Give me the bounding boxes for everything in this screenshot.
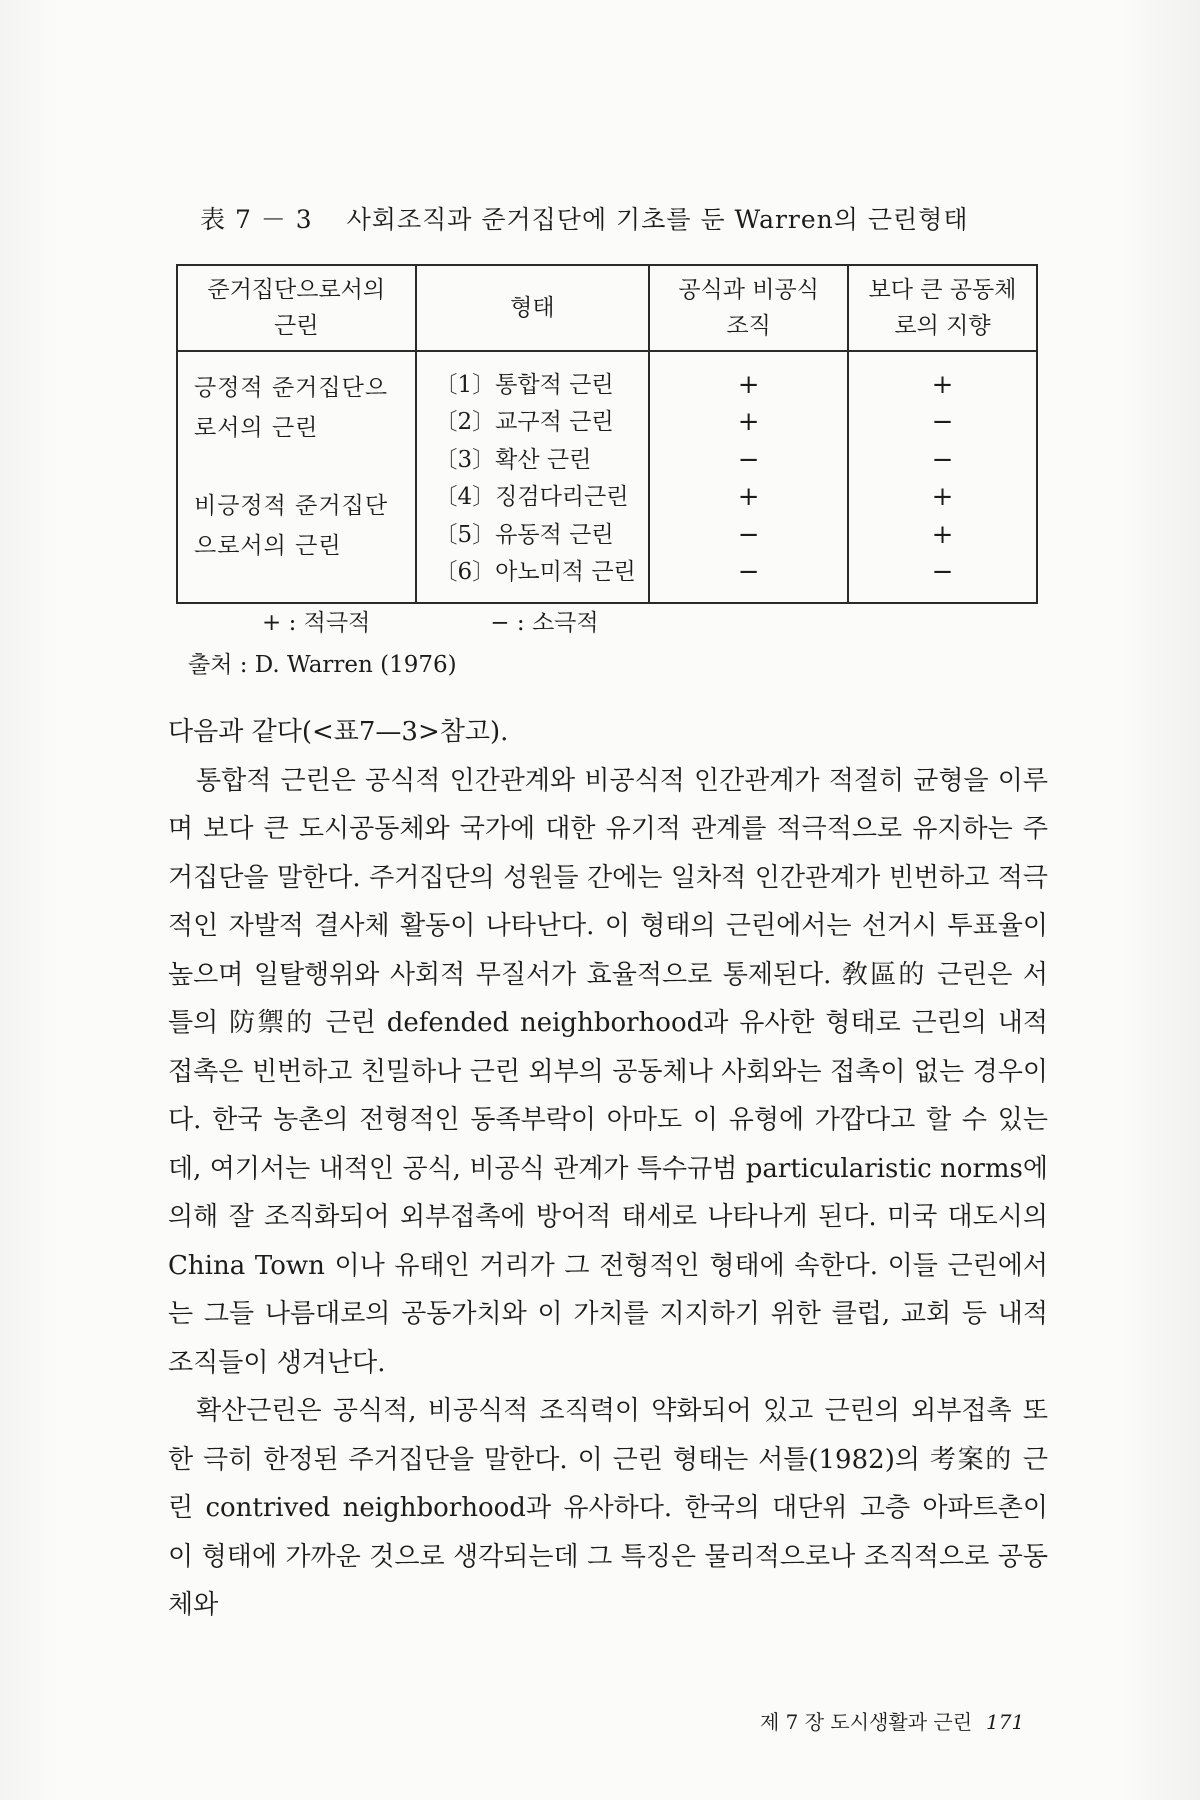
community-sign: −: [931, 557, 954, 587]
org-sign: −: [737, 519, 760, 550]
paragraph-intro: 다음과 같다(<표7—3>참고).: [168, 717, 509, 747]
org-sign: +: [737, 482, 760, 512]
form-item: 〔5〕유동적 근린: [434, 521, 614, 548]
neighborhood-types-table: [176, 264, 1038, 604]
org-column: [649, 351, 848, 603]
header-reference-group: 준거집단으로서의 근린: [177, 265, 416, 351]
table-source: 출처 : D. Warren (1976): [188, 652, 457, 678]
legend-minus: − : 소극적: [490, 610, 599, 636]
form-item: 〔6〕아노미적 근린: [434, 559, 636, 585]
org-sign: +: [737, 407, 760, 437]
group-column: [177, 351, 416, 603]
table-legend: [262, 604, 599, 637]
community-column: [848, 351, 1037, 603]
form-column: [416, 351, 650, 603]
body-text: [168, 708, 1048, 1630]
paragraph-integrated: 통합적 근린은 공식적 인간관계와 비공식적 인간관계가 적절히 균형을 이루며 보다 큰 도시공동체와 국가에 대한 유기적 관계를 적극적으로 유지하는 주거집단을 말한다. 주거집단의 성원들 간에는 일차적 인간관계가 빈번하고 적극적인 자발적 결사체 활동이 나타난다. 이 형태의 근린에서는 선거시 투표율이 높으며 일탈행위와 사회적 무질서가 효율적으로 통제된다. 敎區的 근린은 서틀의 防禦的 근린 defended neighborhood과 유사한 형태로 근린의 내적 접촉은 빈번하고 친밀하나 근린 외부의 공동체나 사회와는 접촉이 없는 경우이다. 한국 농촌의 전형적인 동족부락이 아마도 이 유형에 가깝다고 할 수 있는데, 여기서는 내적인 공식, 비공식 관계가 특수규범 particularistic norms에 의해 잘 조직화되어 외부접촉에 방어적 태세로 나타나게 된다. 미국 대도시의 China Town 이나 유태인 거리가 그 전형적인 형태에 속한다. 이들 근린에서는 그들 나름대로의 공동가치와 이 가치를 지지하기 위한 클럽, 교회 등 내적 조직들이 생겨난다.: [168, 765, 1048, 1378]
page-number: 171: [986, 1710, 1025, 1734]
header-formal-informal-org: 공식과 비공식 조직: [649, 265, 848, 351]
community-sign: +: [931, 519, 954, 550]
form-item: 〔4〕징검다리근린: [434, 484, 629, 510]
chapter-title: 제 7 장 도시생활과 근린: [760, 1710, 973, 1734]
header-larger-community: 보다 큰 공동체 로의 지향: [848, 265, 1037, 351]
table-title: 사회조직과 준거집단에 기초를 둔 Warren의 근린형태: [346, 205, 969, 234]
table-body-row: [177, 351, 1037, 603]
org-sign: −: [737, 557, 760, 587]
community-sign: +: [931, 369, 954, 400]
group-positive: 긍정적 준거집단으 로서의 근린: [194, 375, 389, 441]
header-form: 형태: [416, 265, 650, 351]
page-footer: [760, 1706, 1025, 1735]
legend-plus: + : 적극적: [262, 610, 371, 636]
table-number: 表 7 － 3: [200, 205, 313, 234]
org-sign: −: [737, 444, 760, 475]
community-sign: −: [931, 407, 954, 437]
group-non-positive: 비긍정적 준거집단 으로서의 근린: [194, 493, 389, 559]
org-sign: +: [737, 369, 760, 400]
form-item: 〔3〕확산 근린: [434, 446, 592, 473]
form-item: 〔1〕통합적 근린: [434, 371, 614, 398]
paragraph-diffuse: 확산근린은 공식적, 비공식적 조직력이 약화되어 있고 근린의 외부접촉 또한 극히 한정된 주거집단을 말한다. 이 근린 형태는 서틀(1982)의 考案的 근린 contrived neighborhood과 유사하다. 한국의 대단위 고층 아파트촌이 이 형태에 가까운 것으로 생각되는데 그 특징은 물리적으로나 조직적으로 공동체와: [168, 1396, 1048, 1620]
form-item: 〔2〕교구적 근린: [434, 409, 614, 435]
table-header-row: [177, 265, 1037, 351]
table-caption: [200, 200, 1060, 236]
community-sign: −: [931, 444, 954, 475]
community-sign: +: [931, 482, 954, 512]
